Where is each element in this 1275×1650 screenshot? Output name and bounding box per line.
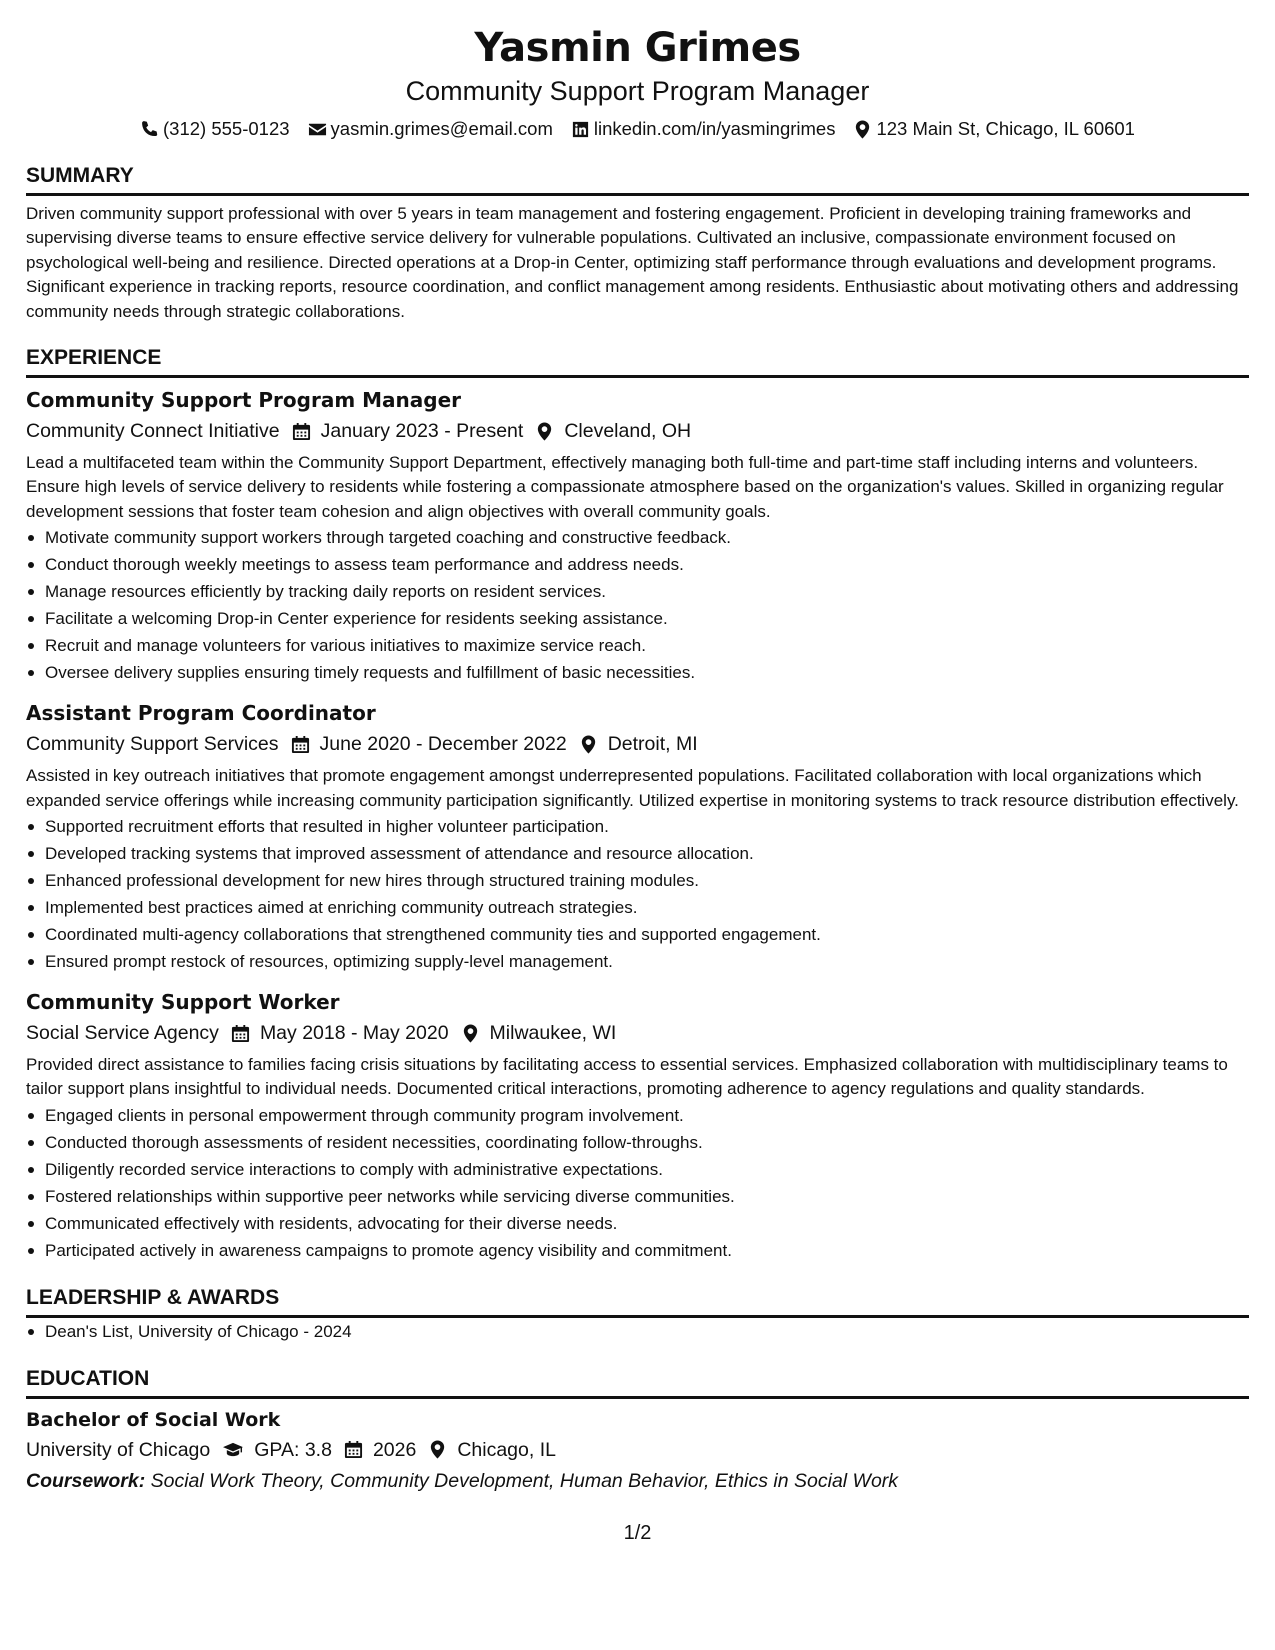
map-pin-icon xyxy=(853,120,872,139)
job-meta xyxy=(26,416,1249,446)
calendar-icon xyxy=(231,1024,250,1043)
job-dates: May 2018 - May 2020 xyxy=(259,1022,449,1045)
job-bullets xyxy=(26,813,1249,975)
list-item: Supported recruitment efforts that resulted in higher volunteer participation. xyxy=(26,813,1249,840)
contact-address xyxy=(853,116,1135,142)
list-item: Engaged clients in personal empowerment through community program involvement. xyxy=(26,1102,1249,1129)
education-meta xyxy=(26,1435,1249,1465)
job-entry xyxy=(26,988,1249,1264)
job-description: Lead a multifaceted team within the Community Support Department, effectively managing both full-time and part-time staff including interns and volunteers. Ensure high levels of service delivery to residents while fostering a compassionate atmosphere based on the organization's values. Skilled in organizing regular development sessions that foster team cohesion and align objectives with overall community goals. xyxy=(26,453,1224,521)
job-meta xyxy=(26,729,1249,759)
email-text[interactable]: yasmin.grimes@email.com xyxy=(330,118,553,139)
job-org: Social Service Agency xyxy=(26,1022,219,1045)
job-bullets xyxy=(26,1102,1249,1264)
list-item: Conducted thorough assessments of resident necessities, coordinating follow-throughs. xyxy=(26,1129,1249,1156)
list-item: Dean's List, University of Chicago - 2024 xyxy=(26,1318,1249,1345)
job-entry xyxy=(26,699,1249,975)
calendar-icon xyxy=(292,422,311,441)
job-dates: June 2020 - December 2022 xyxy=(319,733,567,756)
school-location: Chicago, IL xyxy=(457,1438,556,1461)
coursework xyxy=(26,1467,1249,1495)
section-title-education: EDUCATION xyxy=(26,1366,1249,1399)
summary-text: Driven community support professional with over 5 years in team management and fostering engagement. Proficient in developing training frameworks and supervising diverse teams to ensure effective service delivery for vulnerable populations. Cultivated an inclusive, compassionate environment focused on psychological well-being and resilience. Directed operations at a Drop-in Center, optimizing staff performance through evaluations and development programs. Significant experience in tracking reports, resource coordination, and conflict management among residents. Enthusiastic about motivating others and addressing community needs through strategic collaborations. xyxy=(26,204,1239,321)
resume-header xyxy=(26,22,1249,142)
map-pin-icon xyxy=(579,735,598,754)
job-org: Community Support Services xyxy=(26,733,279,756)
gpa: GPA: 3.8 xyxy=(254,1438,332,1461)
candidate-role: Community Support Program Manager xyxy=(405,76,870,106)
coursework-list: Social Work Theory, Community Development, Human Behavior, Ethics in Social Work xyxy=(150,1469,899,1492)
job-location: Milwaukee, WI xyxy=(489,1022,617,1045)
candidate-name: Yasmin Grimes xyxy=(474,25,801,71)
list-item: Ensured prompt restock of resources, optimizing supply-level management. xyxy=(26,948,1249,975)
list-item: Recruit and manage volunteers for various initiatives to maximize service reach. xyxy=(26,632,1249,659)
envelope-icon xyxy=(308,120,327,139)
job-meta xyxy=(26,1018,1249,1048)
section-title-summary: SUMMARY xyxy=(26,163,1249,196)
list-item: Oversee delivery supplies ensuring timely requests and fulfillment of basic necessities. xyxy=(26,659,1249,686)
job-title: Community Support Program Manager xyxy=(26,388,462,413)
list-item: Participated actively in awareness campaigns to promote agency visibility and commitment. xyxy=(26,1237,1249,1264)
contact-email[interactable] xyxy=(308,116,553,142)
page-number: 1/2 xyxy=(623,1522,652,1544)
resume-page xyxy=(26,22,1249,1495)
list-item: Motivate community support workers through targeted coaching and constructive feedback. xyxy=(26,524,1249,551)
section-title-awards: LEADERSHIP & AWARDS xyxy=(26,1285,1249,1318)
job-org: Community Connect Initiative xyxy=(26,420,280,443)
graduation-year: 2026 xyxy=(372,1438,417,1461)
job-entry xyxy=(26,386,1249,686)
list-item: Conduct thorough weekly meetings to assess team performance and address needs. xyxy=(26,551,1249,578)
awards-list xyxy=(26,1318,1249,1345)
coursework-label: Coursework: xyxy=(26,1469,146,1492)
map-pin-icon xyxy=(461,1024,480,1043)
linkedin-icon xyxy=(571,120,590,139)
calendar-icon xyxy=(291,735,310,754)
contact-phone xyxy=(140,116,290,142)
job-bullets xyxy=(26,524,1249,686)
job-title: Assistant Program Coordinator xyxy=(26,701,376,726)
job-description: Provided direct assistance to families facing crisis situations by facilitating access to essential services. Emphasized collaboration with multidisciplinary teams to tailor support plans insightful to individual needs. Documented critical interactions, promoting adherence to agency regulations and quality standards. xyxy=(26,1055,1228,1099)
list-item: Enhanced professional development for new hires through structured training modules. xyxy=(26,867,1249,894)
address-text: 123 Main St, Chicago, IL 60601 xyxy=(876,118,1135,139)
list-item: Communicated effectively with residents, advocating for their diverse needs. xyxy=(26,1210,1249,1237)
contact-linkedin[interactable] xyxy=(571,116,836,142)
list-item: Fostered relationships within supportive peer networks while servicing diverse communities. xyxy=(26,1183,1249,1210)
job-location: Detroit, MI xyxy=(607,733,698,756)
list-item: Facilitate a welcoming Drop-in Center experience for residents seeking assistance. xyxy=(26,605,1249,632)
list-item: Diligently recorded service interactions to comply with administrative expectations. xyxy=(26,1156,1249,1183)
map-pin-icon xyxy=(428,1440,447,1459)
map-pin-icon xyxy=(535,422,554,441)
phone-icon xyxy=(140,120,159,139)
graduation-cap-icon xyxy=(222,1440,244,1459)
job-description: Assisted in key outreach initiatives that promote engagement amongst underrepresented populations. Facilitated collaboration with local organizations which expanded service offerings while increasing community participation significantly. Utilized expertise in monitoring systems to track resource distribution effectively. xyxy=(26,766,1239,810)
list-item: Developed tracking systems that improved assessment of attendance and resource allocation. xyxy=(26,840,1249,867)
phone-text: (312) 555-0123 xyxy=(163,118,290,139)
list-item: Coordinated multi-agency collaborations that strengthened community ties and supported engagement. xyxy=(26,921,1249,948)
job-location: Cleveland, OH xyxy=(564,420,692,443)
contact-bar xyxy=(26,116,1249,142)
school-name: University of Chicago xyxy=(26,1438,211,1461)
section-title-experience: EXPERIENCE xyxy=(26,345,1249,378)
list-item: Manage resources efficiently by tracking daily reports on resident services. xyxy=(26,578,1249,605)
job-title: Community Support Worker xyxy=(26,990,340,1015)
linkedin-text[interactable]: linkedin.com/in/yasmingrimes xyxy=(593,118,836,139)
calendar-icon xyxy=(344,1440,363,1459)
job-dates: January 2023 - Present xyxy=(320,420,524,443)
degree-title: Bachelor of Social Work xyxy=(26,1408,281,1431)
list-item: Implemented best practices aimed at enriching community outreach strategies. xyxy=(26,894,1249,921)
